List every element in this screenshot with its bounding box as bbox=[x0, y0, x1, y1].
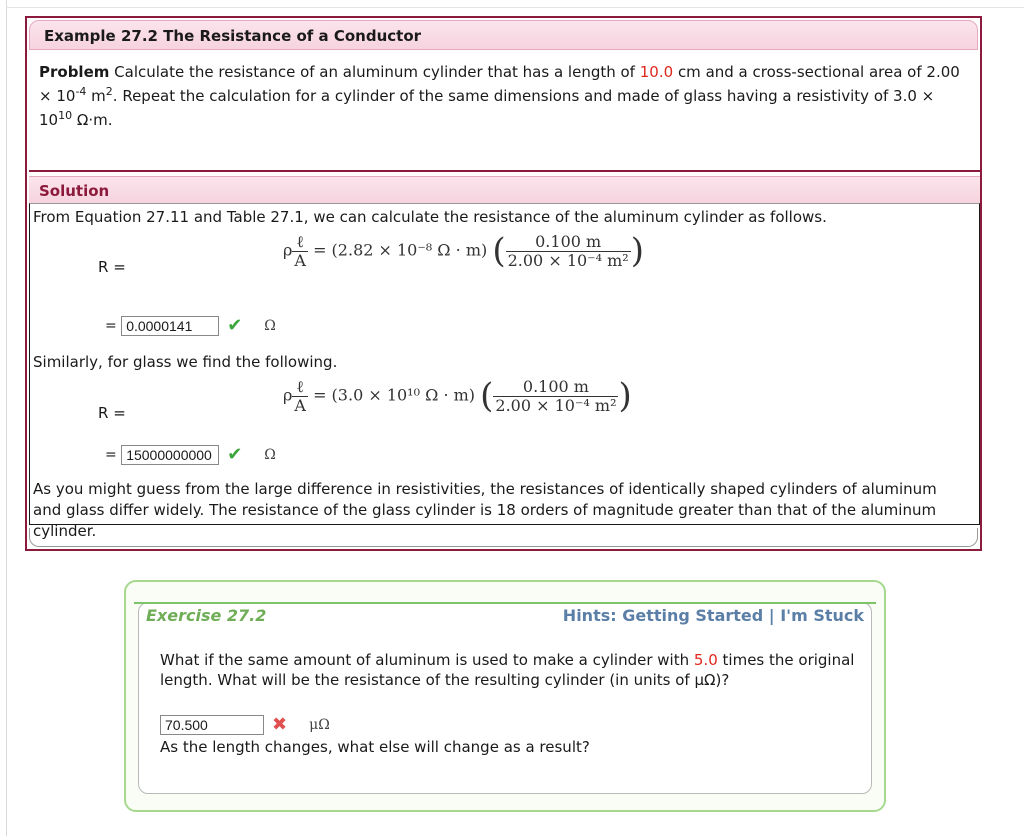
equation-glass-numerator: 0.100 m bbox=[493, 378, 618, 397]
solution-title: Solution bbox=[39, 182, 110, 200]
example-footer bbox=[29, 528, 978, 547]
exercise-answer-row bbox=[160, 714, 330, 735]
equation-aluminum: ρ $\frac{\text{ℓ}}{A}$ = (2.82 × 10⁻⁸ Ω · m) ( $\frac{0.100 m}{\text{2.00 × 10⁻⁴ m²}}$ ) bbox=[283, 231, 644, 271]
problem-part4: . Repeat the calculation for a cylinder of the same dimensions and made of glass having a resistivity of 3.0 × 10 bbox=[39, 87, 935, 129]
equals-sign-glass: = bbox=[105, 446, 117, 463]
rho-symbol: ρ bbox=[283, 240, 293, 260]
example-title: Example 27.2 The Resistance of a Conductor bbox=[44, 27, 422, 45]
answer-row-aluminum bbox=[105, 315, 276, 336]
example-header bbox=[29, 20, 978, 50]
equation-aluminum-denominator: 2.00 × 10⁻⁴ m² bbox=[507, 250, 629, 270]
solution-intro: From Equation 27.11 and Table 27.1, we can calculate the resistance of the aluminum cylinder as follows. bbox=[33, 208, 827, 226]
equals-sign: = bbox=[105, 317, 117, 334]
unit-ohm-glass: Ω bbox=[264, 446, 276, 463]
area-symbol-glass: A bbox=[294, 395, 306, 415]
equation-glass: ρ $\frac{\text{ℓ}}{A}$ = (3.0 × 10¹⁰ Ω · m) ( $\frac{0.100 m}{\text{2.00 × 10⁻⁴ m²}}$ ) bbox=[283, 376, 632, 416]
ell-symbol-glass: ℓ bbox=[292, 378, 308, 397]
hint-separator: | bbox=[768, 606, 775, 625]
area-symbol: A bbox=[294, 250, 306, 270]
problem-exponent-2: 10 bbox=[58, 109, 73, 122]
solution-conclusion: As you might guess from the large difference in resistivities, the resistances of identically shaped cylinders of aluminum and glass differ widely. The resistance of the glass cylinder is 18 orders of magnitude greater than that of the aluminum cylinder. bbox=[33, 480, 937, 540]
equation-aluminum-mid: = (2.82 × 10⁻⁸ Ω · m) bbox=[313, 240, 488, 260]
rho-symbol-glass: ρ bbox=[283, 385, 293, 405]
answer-input-glass[interactable]: 15000000000 bbox=[121, 445, 219, 465]
ell-symbol: ℓ bbox=[292, 233, 308, 252]
correct-check-icon: ✔ bbox=[227, 444, 243, 465]
incorrect-cross-icon: ✖ bbox=[272, 714, 288, 735]
r-label-glass: R = bbox=[98, 404, 126, 422]
exercise-title: Exercise 27.2 bbox=[146, 606, 267, 625]
equation-glass-mid: = (3.0 × 10¹⁰ Ω · m) bbox=[313, 385, 476, 405]
answer-row-glass bbox=[105, 444, 276, 465]
page-top-edge bbox=[6, 7, 1024, 8]
exercise-factor: 5.0 bbox=[693, 651, 718, 669]
correct-check-icon: ✔ bbox=[227, 315, 243, 336]
exercise-follow-up: As the length changes, what else will change as a result? bbox=[160, 738, 590, 756]
r-label-aluminum: R = bbox=[98, 258, 126, 276]
page-left-edge bbox=[6, 0, 7, 836]
hints-bar bbox=[563, 606, 864, 625]
example-box bbox=[25, 16, 982, 551]
equation-glass-denominator: 2.00 × 10⁻⁴ m² bbox=[495, 395, 617, 415]
exercise-question bbox=[160, 650, 860, 690]
problem-part1: Calculate the resistance of an aluminum cylinder that has a length of bbox=[114, 63, 635, 81]
hint-im-stuck-link[interactable]: I'm Stuck bbox=[780, 606, 864, 625]
exercise-answer-input[interactable]: 70.500 bbox=[160, 715, 264, 735]
solution-similarly: Similarly, for glass we find the following. bbox=[33, 353, 338, 371]
problem-part5: Ω·m. bbox=[72, 111, 113, 129]
problem-label: Problem bbox=[39, 63, 110, 81]
problem-part2: cm and a cross-sectional area of 2.00 × 10 bbox=[39, 63, 960, 105]
exercise-text-part2: times the original length. What will be the resistance of the resulting cylinder (in units of μΩ)? bbox=[160, 651, 855, 689]
solution-header bbox=[29, 176, 980, 203]
problem-exponent-1: -4 bbox=[75, 85, 87, 98]
hint-getting-started-link[interactable]: Getting Started bbox=[622, 606, 764, 625]
equation-aluminum-numerator: 0.100 m bbox=[506, 233, 631, 252]
exercise-box bbox=[124, 580, 886, 812]
exercise-text-part1: What if the same amount of aluminum is used to make a cylinder with bbox=[160, 651, 690, 669]
exercise-unit: μΩ bbox=[309, 716, 330, 733]
problem-section bbox=[29, 52, 980, 172]
hints-label: Hints: bbox=[562, 606, 617, 625]
unit-ohm: Ω bbox=[264, 317, 276, 334]
answer-input-aluminum[interactable]: 0.0000141 bbox=[121, 316, 219, 336]
problem-length-value: 10.0 bbox=[639, 63, 674, 81]
problem-text bbox=[39, 60, 964, 132]
solution-body bbox=[29, 203, 980, 540]
problem-square: 2 bbox=[105, 85, 113, 98]
problem-part3: m bbox=[86, 87, 106, 105]
